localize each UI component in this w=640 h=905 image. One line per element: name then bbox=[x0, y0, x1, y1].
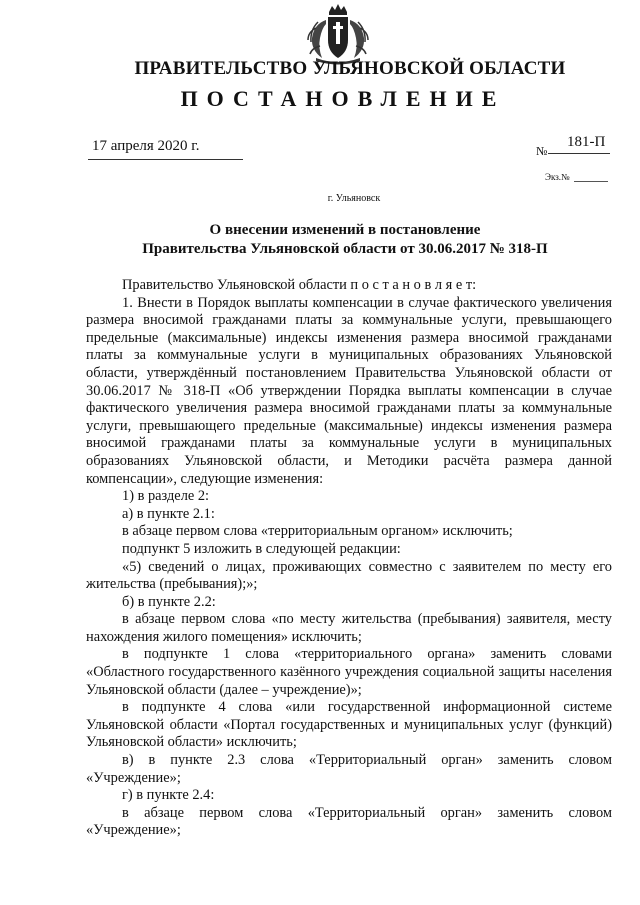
coat-of-arms-emblem bbox=[296, 2, 380, 66]
number-label: № bbox=[536, 144, 548, 158]
paragraph: в абзаце первом слова «по месту жительства (пребывания) заявителя, месту нахождения жилого помещения» исключить; bbox=[86, 611, 612, 645]
document-body bbox=[86, 277, 612, 840]
number-underline bbox=[548, 153, 610, 154]
paragraph: в абзаце первом слова «Территориальный орган» заменить словом «Учреждение»; bbox=[86, 804, 612, 839]
paragraph: 1. Внести в Порядок выплаты компенсации в случае фактического увеличения размера вносимой гражданами платы за коммунальные услуги, превышающего предельные (максимальные) индексы изменения размера вносимой гражданами платы за коммунальные услуги в муниципальных образованиях Ульяновской области, утверждённый постановлением Правительства Ульяновской области от 30.06.2017 № 318-П «Об утверждении Порядка выплаты компенсации в случае фактического увеличения размера вносимой гражданами платы за коммунальные услуги, превышающего предельные (максимальные) индексы изменения размера вносимой гражданами платы за коммунальные услуги в муниципальных образованиях Ульяновской области, и Методики расчёта размера данной компенсации», следующие изменения: bbox=[86, 294, 612, 487]
city: г. Ульяновск bbox=[327, 193, 381, 204]
paragraph: Правительство Ульяновской области п о с т а н о в л я е т: bbox=[122, 277, 477, 293]
paragraph: а) в пункте 2.1: bbox=[122, 505, 215, 522]
copy-number-underline bbox=[574, 181, 608, 182]
paragraph: подпункт 5 изложить в следующей редакции: bbox=[122, 540, 401, 557]
document-heading bbox=[120, 221, 570, 259]
paragraph: в подпункте 4 слова «или государственной информационной системе Ульяновской области «Портал государственных и муниципальных услуг (функций) Ульяновской области» исключить; bbox=[86, 699, 612, 751]
paragraph: 1) в разделе 2: bbox=[122, 488, 210, 505]
document-number: 181-П bbox=[567, 134, 606, 150]
heading-line-2: Правительства Ульяновской области от 30.06.2017 № 318-П bbox=[142, 241, 548, 257]
copy-number-label: Экз.№ bbox=[545, 172, 570, 182]
paragraph: б) в пункте 2.2: bbox=[122, 593, 216, 610]
government-title: ПРАВИТЕЛЬСТВО УЛЬЯНОВСКОЙ ОБЛАСТИ bbox=[134, 58, 566, 79]
paragraph: «5) сведений о лицах, проживающих совместно с заявителем по месту его жительства (пребывания);»; bbox=[86, 558, 612, 593]
paragraph: в подпункте 1 слова «территориального органа» заменить словами «Областного государственного казённого учреждения социальной защиты населения Ульяновской области (далее – учреждение)»; bbox=[86, 646, 612, 698]
heading-line-1: О внесении изменений в постановление bbox=[209, 222, 481, 238]
document-type: ПОСТАНОВЛЕНИЕ bbox=[180, 86, 506, 111]
paragraph: в абзаце первом слова «территориальным органом» исключить; bbox=[122, 523, 513, 540]
paragraph: в) в пункте 2.3 слова «Территориальный орган» заменить словом «Учреждение»; bbox=[86, 752, 612, 786]
document-date: 17 апреля 2020 г. bbox=[92, 138, 200, 154]
date-underline bbox=[88, 159, 243, 160]
paragraph: г) в пункте 2.4: bbox=[122, 787, 215, 804]
